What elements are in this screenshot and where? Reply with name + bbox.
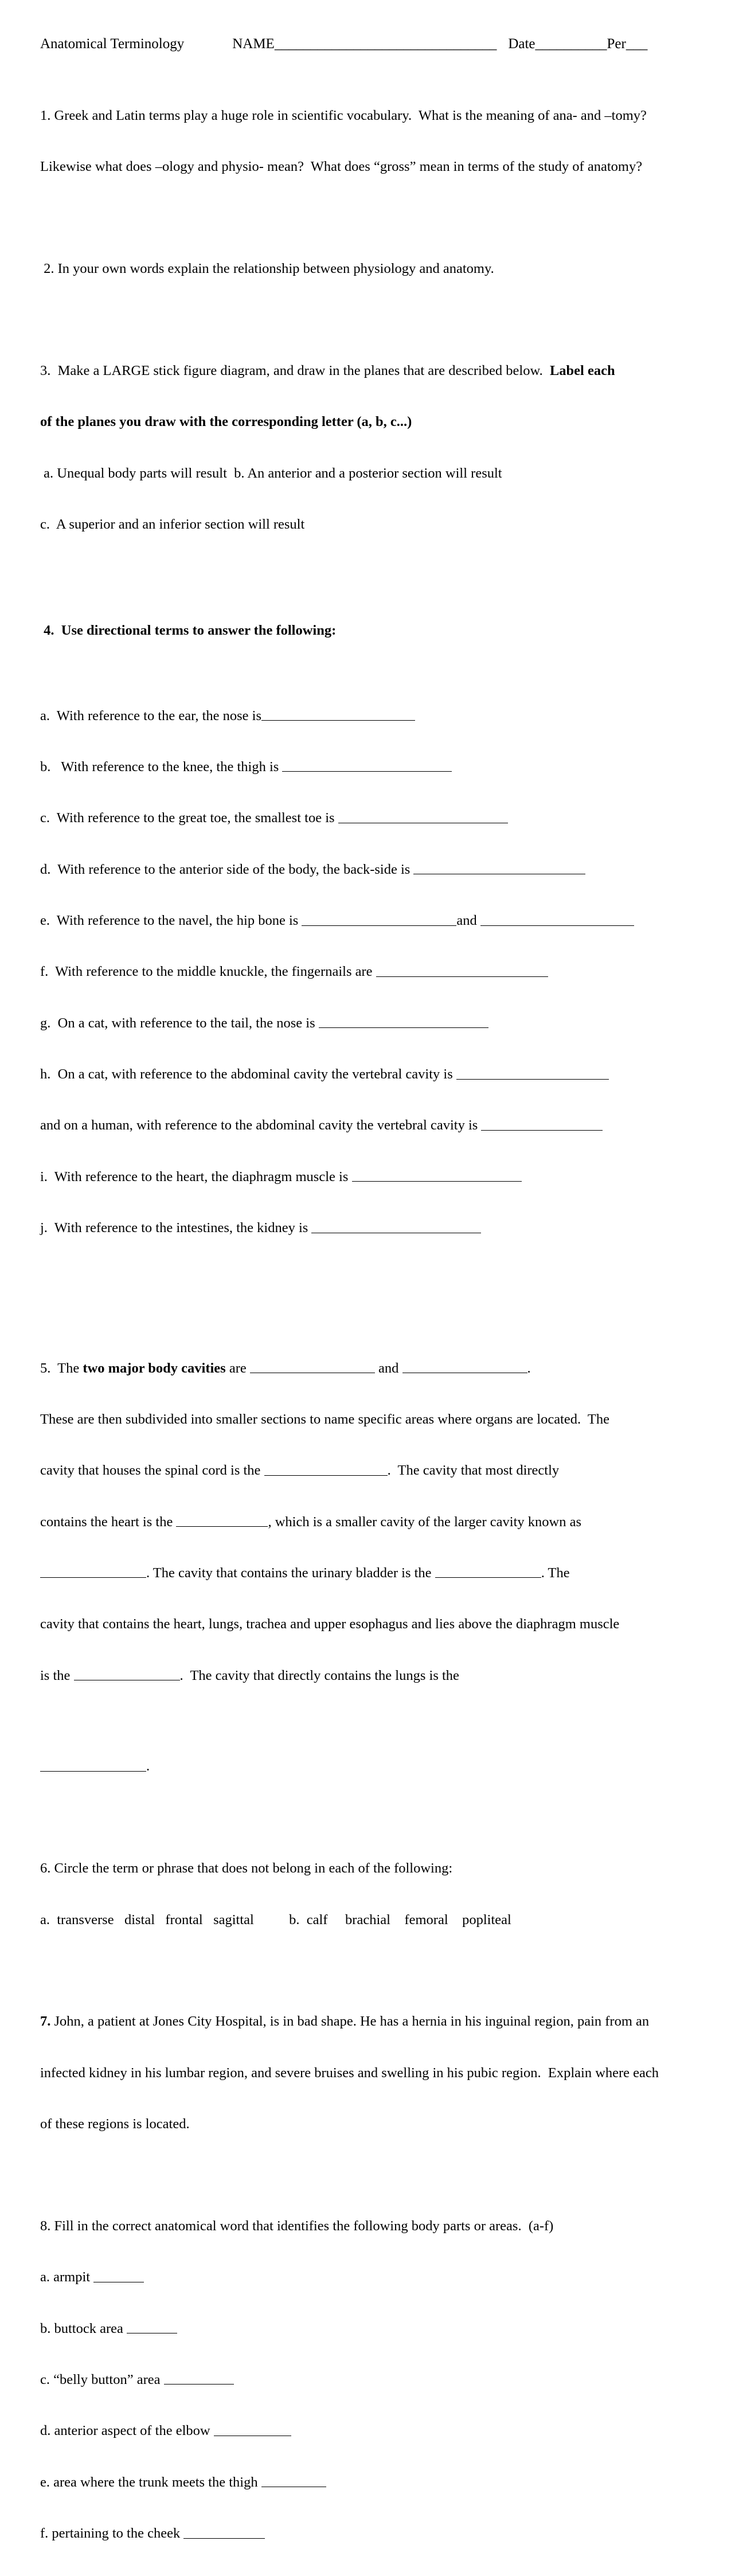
question-8-item-f-label: f. pertaining to the cheek [40,2526,184,2542]
list-item [40,1168,684,1186]
answer-blank[interactable] [319,1015,488,1029]
question-2 [40,226,684,312]
question-5-line-8 [40,1758,684,1775]
question-4-heading: 4. Use directional terms to answer the following: [40,622,337,638]
q5-l3b: . The cavity that most directly [387,1463,560,1479]
answer-blank[interactable] [176,1514,268,1527]
answer-blank[interactable] [214,2422,291,2436]
answer-blank[interactable] [352,1168,522,1182]
question-8-item-a-label: a. armpit [40,2269,94,2285]
answer-blank[interactable] [183,2525,265,2539]
answer-blank[interactable] [127,2320,177,2334]
list-item [40,2269,684,2286]
list-item [40,963,684,980]
answer-blank[interactable] [40,1758,146,1772]
answer-blank[interactable] [93,2269,144,2282]
question-4-item-g-label: g. On a cat, with reference to the tail, the nose is [40,1015,319,1031]
list-item [40,1219,684,1237]
answer-blank[interactable] [480,912,634,926]
question-7 [40,1979,684,2167]
q7-num: 7. [40,2014,51,2030]
answer-blank[interactable] [413,861,585,875]
question-3-sub-c: c. A superior and an inferior section will result [40,516,305,532]
list-item [40,1117,684,1134]
answer-blank[interactable] [435,1565,541,1578]
date-blank[interactable]: __________ [535,36,607,52]
q5-l5b: . The [541,1565,570,1581]
question-7-line-2: infected kidney in his lumbar region, and severe bruises and swelling in his pubic region. Explain where each [40,2065,659,2081]
per-blank[interactable]: ___ [626,36,648,52]
question-7-line-3: of these regions is located. [40,2116,190,2132]
list-item [40,861,684,878]
answer-blank[interactable] [74,1667,180,1681]
question-6 [40,1826,684,1963]
answer-blank[interactable] [311,1219,481,1233]
answer-blank[interactable] [456,1066,609,1080]
list-item [40,2422,684,2440]
answer-blank[interactable] [164,2371,234,2385]
question-5-line-1 [40,1360,684,1377]
answer-blank[interactable] [302,912,456,926]
question-6-line-2[interactable]: a. transverse distal frontal sagittal b. calf brachial femoral popliteal [40,1912,511,1928]
q5-l3a: cavity that houses the spinal cord is the [40,1463,264,1479]
question-5-line-5 [40,1565,684,1582]
q5-d: . [527,1360,531,1376]
answer-blank[interactable] [261,707,415,721]
question-3-line-1 [40,362,684,380]
question-3-plain: 3. Make a LARGE stick figure diagram, and draw in the planes that are described below. [40,362,550,378]
question-5-line-6: cavity that contains the heart, lungs, trachea and upper esophagus and lies above the diaphragm muscle [40,1616,620,1632]
q7-l1: John, a patient at Jones City Hospital, is in bad shape. He has a hernia in his inguinal region, pain from an [50,2014,650,2030]
list-item [40,2320,684,2337]
q5-l7a: is the [40,1667,74,1683]
list-item [40,759,684,776]
question-4-item-d-label: d. With reference to the anterior side of the body, the back-side is [40,861,414,877]
question-5-line-2: These are then subdivided into smaller sections to name specific areas where organs are located. The [40,1411,610,1427]
question-1 [40,73,684,210]
list-item [40,2371,684,2389]
q5-l5a: . The cavity that contains the urinary bladder is the [146,1565,435,1581]
question-4 [40,588,684,1305]
page-title: Anatomical Terminology [40,36,185,52]
q5-b: are [225,1360,250,1376]
q5-bold-term: two major body cavities [83,1360,226,1376]
question-5 [40,1326,684,1809]
question-7-line-1 [40,2013,684,2030]
list-item [40,1066,684,1083]
question-4-item-j-label: j. With reference to the intestines, the kidney is [40,1220,312,1236]
list-item [40,810,684,827]
question-5-line-7 [40,1667,684,1684]
question-4-items [40,673,684,1271]
q5-a: 5. The [40,1360,83,1376]
question-4-item-h2-label: and on a human, with reference to the abdominal cavity the vertebral cavity is [40,1117,482,1133]
question-8-item-c-label: c. “belly button” area [40,2371,164,2387]
list-item [40,2474,684,2491]
question-4-item-f-label: f. With reference to the middle knuckle, the fingernails are [40,964,376,980]
name-blank[interactable]: _______________________________ [274,36,497,52]
question-3-sub-ab: a. Unequal body parts will result b. An anterior and a posterior section will result [40,465,502,481]
answer-blank[interactable] [250,1360,375,1374]
question-8-item-e-label: e. area where the trunk meets the thigh [40,2474,261,2490]
question-4-item-a-label: a. With reference to the ear, the nose is [40,707,262,724]
answer-blank[interactable] [481,1117,603,1131]
answer-blank[interactable] [376,963,548,977]
answer-blank[interactable] [40,1565,146,1578]
question-4-item-e-mid: and [456,913,480,929]
question-5-line-3 [40,1462,684,1479]
answer-blank[interactable] [338,810,508,823]
list-item [40,1015,684,1032]
question-4-item-e-label: e. With reference to the navel, the hip bone is [40,913,302,929]
q5-l7b: . The cavity that directly contains the lungs is the [179,1667,459,1683]
list-item [40,2525,684,2542]
date-label: Date [508,36,535,52]
question-6-line-1: 6. Circle the term or phrase that does not belong in each of the following: [40,1860,453,1877]
answer-blank[interactable] [264,1462,388,1476]
question-8 [40,2183,684,2576]
question-1-line-2: Likewise what does –ology and physio- mean? What does “gross” mean in terms of the study of anatomy? [40,159,643,175]
list-item [40,912,684,929]
question-8-item-b-label: b. buttock area [40,2320,127,2336]
q5-l8b: . [146,1758,150,1774]
answer-blank[interactable] [282,759,452,772]
question-4-item-i-label: i. With reference to the heart, the diaphragm muscle is [40,1168,352,1185]
q5-l4a: contains the heart is the [40,1514,177,1530]
question-1-line-1: 1. Greek and Latin terms play a huge role in scientific vocabulary. What is the meaning of ana- and –tomy? [40,108,647,124]
question-3-line-2: of the planes you draw with the corresponding letter (a, b, c...) [40,414,412,430]
name-label: NAME [232,36,275,52]
page-header [40,36,684,53]
question-8-heading: 8. Fill in the correct anatomical word that identifies the following body parts or areas. (a-f) [40,2218,554,2234]
per-label: Per [607,36,626,52]
list-item [40,707,684,725]
question-3-bold-a: Label each [549,362,615,378]
question-3 [40,328,684,567]
question-8-item-d-label: d. anterior aspect of the elbow [40,2423,214,2439]
answer-blank[interactable] [402,1360,527,1374]
answer-blank[interactable] [261,2474,326,2488]
q5-l4b: , which is a smaller cavity of the larger cavity known as [268,1514,582,1530]
question-4-item-b-label: b. With reference to the knee, the thigh is [40,759,283,775]
question-2-line-1: 2. In your own words explain the relationship between physiology and anatomy. [40,261,494,277]
q5-c: and [374,1360,402,1376]
question-4-item-c-label: c. With reference to the great toe, the smallest toe is [40,810,338,826]
question-5-line-4 [40,1514,684,1531]
question-4-item-h-label: h. On a cat, with reference to the abdominal cavity the vertebral cavity is [40,1066,456,1082]
